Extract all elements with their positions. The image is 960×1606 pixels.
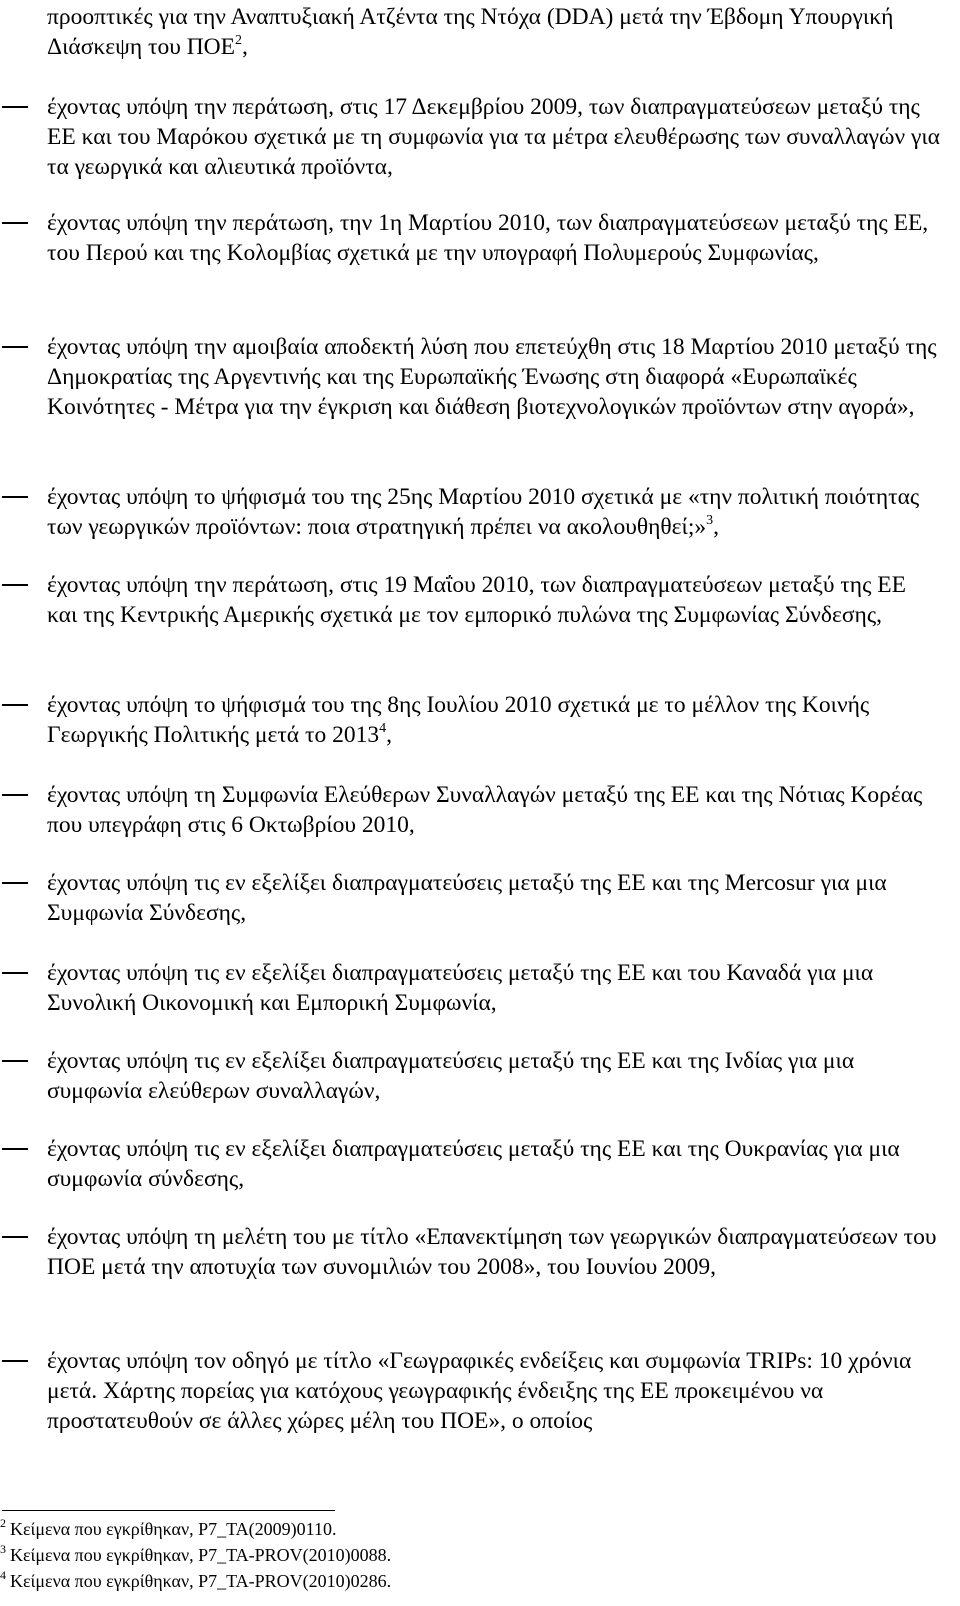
footnote-ref-2[interactable]: 2	[235, 33, 242, 48]
dash-bullet	[2, 496, 28, 498]
list-item-text: έχοντας υπόψη τον οδηγό με τίτλο «Γεωγραφικές ενδείξεις και συμφωνία TRIPs: 10 χρόνια μετά. Χάρτης πορείας για κατόχους γεωγραφικής ένδειξης της ΕΕ προκειμένου να προστατευθούν σε άλλες χώρες μέλη του ΠΟΕ», ο οποίος	[47, 1348, 912, 1434]
dash-bullet	[2, 794, 28, 796]
list-item-text: έχοντας υπόψη τις εν εξελίξει διαπραγματεύσεις μεταξύ της ΕΕ και του Καναδά για μια Συνολική Οικονομική και Εμπορική Συμφωνία,	[47, 960, 874, 1016]
dash-bullet	[2, 1236, 28, 1238]
dash-bullet	[2, 584, 28, 586]
footnote-3: 3 Κείμενα που εγκρίθηκαν, P7_TA-PROV(2010)0088.	[0, 1542, 392, 1565]
intro-text: προοπτικές για την Αναπτυξιακή Ατζέντα της Ντόχα (DDA) μετά την Έβδομη Υπουργική Διάσκεψη του ΠΟΕ	[47, 4, 894, 60]
footnote-4: 4 Κείμενα που εγκρίθηκαν, P7_TA-PROV(2010)0286.	[0, 1568, 392, 1591]
list-item-tail: ,	[713, 514, 719, 540]
list-item-text	[47, 482, 942, 542]
footnote-ref-4[interactable]: 4	[379, 721, 387, 736]
dash-bullet	[2, 882, 28, 884]
list-item-text: έχοντας υπόψη την αμοιβαία αποδεκτή λύση που επετεύχθη στις 18 Μαρτίου 2010 μεταξύ της Δημοκρατίας της Αργεντινής και της Ευρωπαϊκής Ένωσης στη διαφορά «Ευρωπαϊκές Κοινότητες - Μέτρα για την έγκριση και διάθεση βιοτεχνολογικών προϊόντων στην αγορά»,	[47, 334, 937, 420]
dash-bullet	[2, 346, 28, 348]
footnote-separator	[2, 1510, 335, 1511]
dash-bullet	[2, 106, 28, 108]
dash-bullet	[2, 704, 28, 706]
list-item-text: έχοντας υπόψη την περάτωση, στις 19 Μαΐου 2010, των διαπραγματεύσεων μεταξύ της ΕΕ και της Κεντρικής Αμερικής σχετικά με τον εμπορικό πυλώνα της Συμφωνίας Σύνδεσης,	[47, 572, 906, 628]
list-item-text: έχοντας υπόψη την περάτωση, στις 17 Δεκεμβρίου 2009, των διαπραγματεύσεων μεταξύ της ΕΕ και του Μαρόκου σχετικά με τη συμφωνία για τα μέτρα ελευθέρωσης των συναλλαγών για τα γεωργικά και αλιευτικά προϊόντα,	[47, 94, 940, 180]
list-item-text: έχοντας υπόψη τις εν εξελίξει διαπραγματεύσεις μεταξύ της ΕΕ και της Ουκρανίας για μια συμφωνία σύνδεσης,	[47, 1136, 900, 1192]
list-item-text: έχοντας υπόψη τις εν εξελίξει διαπραγματεύσεις μεταξύ της ΕΕ και της Mercosur για μια Συμφωνία Σύνδεσης,	[47, 870, 887, 926]
intro-tail: ,	[242, 34, 248, 60]
dash-bullet	[2, 1148, 28, 1150]
dash-bullet	[2, 1360, 28, 1362]
list-item-tail: ,	[386, 722, 392, 748]
list-item-text: έχοντας υπόψη την περάτωση, την 1η Μαρτίου 2010, των διαπραγματεύσεων μεταξύ της ΕΕ, του Περού και της Κολομβίας σχετικά με την υπογραφή Πολυμερούς Συμφωνίας,	[47, 210, 929, 266]
footnote-text: Κείμενα που εγκρίθηκαν, P7_TA-PROV(2010)0286.	[10, 1571, 392, 1591]
footnote-ref-3[interactable]: 3	[706, 513, 714, 528]
list-item-body: έχοντας υπόψη το ψήφισμά του της 25ης Μαρτίου 2010 σχετικά με «την πολιτική ποιότητας των γεωργικών προϊόντων: ποια στρατηγική πρέπει να ακολουθηθεί;»	[47, 484, 920, 540]
list-item-text: έχοντας υπόψη τη μελέτη του με τίτλο «Επανεκτίμηση των γεωργικών διαπραγματεύσεων του ΠΟΕ μετά την αποτυχία των συνομιλιών του 2008», του Ιουνίου 2009,	[47, 1224, 937, 1280]
intro-paragraph	[47, 2, 942, 62]
footnote-text: Κείμενα που εγκρίθηκαν, P7_TA(2009)0110.	[10, 1519, 337, 1539]
footnote-2: 2 Κείμενα που εγκρίθηκαν, P7_TA(2009)0110.	[0, 1516, 337, 1539]
dash-bullet	[2, 1060, 28, 1062]
dash-bullet	[2, 222, 28, 224]
list-item-text: έχοντας υπόψη τις εν εξελίξει διαπραγματεύσεις μεταξύ της ΕΕ και της Ινδίας για μια συμφωνία ελεύθερων συναλλαγών,	[47, 1048, 855, 1104]
footnote-text: Κείμενα που εγκρίθηκαν, P7_TA-PROV(2010)0088.	[10, 1545, 392, 1565]
list-item-text	[47, 690, 942, 750]
dash-bullet	[2, 972, 28, 974]
list-item-body: έχοντας υπόψη το ψήφισμά του της 8ης Ιουλίου 2010 σχετικά με το μέλλον της Κοινής Γεωργικής Πολιτικής μετά το 2013	[47, 692, 870, 748]
list-item-text: έχοντας υπόψη τη Συμφωνία Ελεύθερων Συναλλαγών μεταξύ της ΕΕ και της Νότιας Κορέας που υπεγράφη στις 6 Οκτωβρίου 2010,	[47, 782, 923, 838]
